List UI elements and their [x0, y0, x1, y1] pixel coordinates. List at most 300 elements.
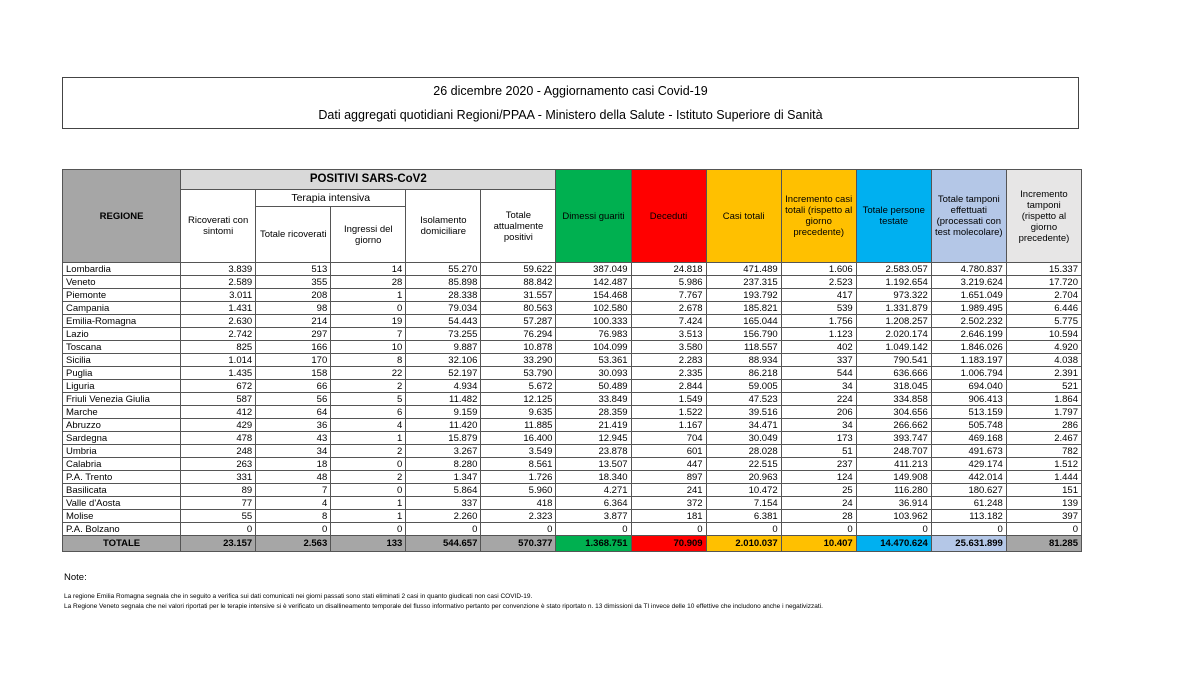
totale-tamponi-cell: 505.748 [931, 419, 1006, 432]
totale-tamponi-cell: 442.014 [931, 471, 1006, 484]
incremento-casi-cell: 0 [781, 523, 856, 536]
ricoverati-cell: 672 [181, 380, 256, 393]
dimessi-cell: 387.049 [556, 263, 631, 276]
table-row [63, 445, 1082, 458]
totale-positivi-cell: 1.726 [481, 471, 556, 484]
table-row [63, 484, 1082, 497]
totale-persone-cell: 304.656 [856, 406, 931, 419]
casi-totali-cell: 471.489 [706, 263, 781, 276]
ingressi-cell: 14 [331, 263, 406, 276]
total-casi-totali-cell: 2.010.037 [706, 536, 781, 552]
totale-persone-cell: 1.049.142 [856, 341, 931, 354]
totale-persone-cell: 790.541 [856, 354, 931, 367]
table-row [63, 263, 1082, 276]
region-cell: Piemonte [63, 289, 181, 302]
region-cell: Molise [63, 510, 181, 523]
total-ricoverati-cell: 23.157 [181, 536, 256, 552]
totale-positivi-cell: 80.563 [481, 302, 556, 315]
incremento-tamponi-cell: 1.512 [1006, 458, 1081, 471]
dimessi-cell: 76.983 [556, 328, 631, 341]
dimessi-cell: 23.878 [556, 445, 631, 458]
totale-positivi-cell: 33.290 [481, 354, 556, 367]
totale-tamponi-cell: 180.627 [931, 484, 1006, 497]
isolamento-cell: 32.106 [406, 354, 481, 367]
ricoverati-cell: 412 [181, 406, 256, 419]
totale-ricoverati-cell: 34 [256, 445, 331, 458]
ingressi-header: Ingressi del giorno [331, 207, 406, 263]
table-row [63, 276, 1082, 289]
totale-tamponi-cell: 1.846.026 [931, 341, 1006, 354]
ingressi-cell: 10 [331, 341, 406, 354]
incremento-casi-cell: 24 [781, 497, 856, 510]
region-cell: Puglia [63, 367, 181, 380]
ingressi-cell: 2 [331, 380, 406, 393]
deceduti-cell: 601 [631, 445, 706, 458]
region-cell: P.A. Bolzano [63, 523, 181, 536]
note-line: La regione Emilia Romagna segnala che in seguito a verifica sui dati comunicati nei giorni passati sono stati eliminati 2 casi in quanto giudicati non casi COVID-19. [64, 593, 533, 600]
totale-positivi-cell: 418 [481, 497, 556, 510]
deceduti-cell: 704 [631, 432, 706, 445]
incremento-tamponi-cell: 286 [1006, 419, 1081, 432]
incremento-casi-cell: 124 [781, 471, 856, 484]
dimessi-cell: 3.877 [556, 510, 631, 523]
incremento-casi-cell: 1.756 [781, 315, 856, 328]
title-box [62, 77, 1079, 129]
deceduti-cell: 241 [631, 484, 706, 497]
totale-tamponi-header: Totale tamponi effettuati (processati con test molecolare) [931, 170, 1006, 263]
region-cell: Lombardia [63, 263, 181, 276]
incremento-tamponi-cell: 1.797 [1006, 406, 1081, 419]
ingressi-cell: 4 [331, 419, 406, 432]
totale-persone-cell: 2.583.057 [856, 263, 931, 276]
totale-persone-cell: 103.962 [856, 510, 931, 523]
totale-positivi-cell: 59.622 [481, 263, 556, 276]
deceduti-cell: 2.678 [631, 302, 706, 315]
totale-tamponi-cell: 469.168 [931, 432, 1006, 445]
region-column-header: REGIONE [63, 170, 181, 263]
casi-totali-cell: 20.963 [706, 471, 781, 484]
ingressi-cell: 2 [331, 471, 406, 484]
totale-positivi-cell: 53.790 [481, 367, 556, 380]
table-row [63, 367, 1082, 380]
incremento-tamponi-cell: 2.704 [1006, 289, 1081, 302]
isolamento-cell: 9.887 [406, 341, 481, 354]
casi-totali-cell: 6.381 [706, 510, 781, 523]
region-cell: Marche [63, 406, 181, 419]
deceduti-cell: 372 [631, 497, 706, 510]
region-cell: Basilicata [63, 484, 181, 497]
casi-totali-cell: 165.044 [706, 315, 781, 328]
totale-persone-cell: 318.045 [856, 380, 931, 393]
totale-persone-cell: 1.208.257 [856, 315, 931, 328]
totale-ricoverati-cell: 66 [256, 380, 331, 393]
dimessi-cell: 21.419 [556, 419, 631, 432]
totale-persone-cell: 0 [856, 523, 931, 536]
dimessi-cell: 100.333 [556, 315, 631, 328]
ingressi-cell: 0 [331, 484, 406, 497]
incremento-tamponi-cell: 151 [1006, 484, 1081, 497]
incremento-casi-cell: 237 [781, 458, 856, 471]
ingressi-cell: 6 [331, 406, 406, 419]
ricoverati-cell: 89 [181, 484, 256, 497]
total-deceduti-cell: 70.909 [631, 536, 706, 552]
total-incremento-tamponi-cell: 81.285 [1006, 536, 1081, 552]
totale-persone-cell: 334.858 [856, 393, 931, 406]
ricoverati-cell: 1.431 [181, 302, 256, 315]
totale-persone-cell: 973.322 [856, 289, 931, 302]
table-row [63, 354, 1082, 367]
incremento-tamponi-cell: 2.467 [1006, 432, 1081, 445]
totale-tamponi-cell: 513.159 [931, 406, 1006, 419]
totale-persone-cell: 2.020.174 [856, 328, 931, 341]
covid-data-table [62, 169, 1082, 552]
incremento-tamponi-cell: 4.920 [1006, 341, 1081, 354]
incremento-tamponi-cell: 397 [1006, 510, 1081, 523]
total-ingressi-cell: 133 [331, 536, 406, 552]
deceduti-cell: 3.580 [631, 341, 706, 354]
ingressi-cell: 0 [331, 302, 406, 315]
positivi-group-header: POSITIVI SARS-CoV2 [181, 170, 556, 190]
incremento-casi-cell: 417 [781, 289, 856, 302]
totale-tamponi-cell: 4.780.837 [931, 263, 1006, 276]
totale-ricoverati-cell: 8 [256, 510, 331, 523]
isolamento-cell: 1.347 [406, 471, 481, 484]
casi-totali-cell: 156.790 [706, 328, 781, 341]
table-row [63, 432, 1082, 445]
incremento-casi-cell: 25 [781, 484, 856, 497]
region-cell: Sicilia [63, 354, 181, 367]
table-row [63, 497, 1082, 510]
ingressi-cell: 22 [331, 367, 406, 380]
totale-ricoverati-cell: 355 [256, 276, 331, 289]
totale-positivi-cell: 12.125 [481, 393, 556, 406]
isolamento-cell: 9.159 [406, 406, 481, 419]
casi-totali-cell: 193.792 [706, 289, 781, 302]
casi-totali-cell: 59.005 [706, 380, 781, 393]
incremento-casi-cell: 173 [781, 432, 856, 445]
deceduti-cell: 2.844 [631, 380, 706, 393]
totale-ricoverati-cell: 98 [256, 302, 331, 315]
incremento-tamponi-cell: 15.337 [1006, 263, 1081, 276]
totale-positivi-cell: 0 [481, 523, 556, 536]
totale-ricoverati-cell: 43 [256, 432, 331, 445]
incremento-casi-cell: 2.523 [781, 276, 856, 289]
totale-ricoverati-cell: 170 [256, 354, 331, 367]
region-cell: Emilia-Romagna [63, 315, 181, 328]
notes-label: Note: [64, 572, 87, 583]
totale-positivi-cell: 16.400 [481, 432, 556, 445]
totale-persone-cell: 116.280 [856, 484, 931, 497]
isolamento-cell: 2.260 [406, 510, 481, 523]
dimessi-cell: 102.580 [556, 302, 631, 315]
incremento-casi-cell: 206 [781, 406, 856, 419]
totale-positivi-cell: 11.885 [481, 419, 556, 432]
totale-tamponi-cell: 1.989.495 [931, 302, 1006, 315]
ricoverati-cell: 1.014 [181, 354, 256, 367]
incremento-tamponi-header: Incremento tamponi (rispetto al giorno precedente) [1006, 170, 1081, 263]
total-totale-tamponi-cell: 25.631.899 [931, 536, 1006, 552]
table-row [63, 523, 1082, 536]
deceduti-cell: 1.522 [631, 406, 706, 419]
dimessi-cell: 0 [556, 523, 631, 536]
totale-tamponi-cell: 2.646.199 [931, 328, 1006, 341]
totale-positivi-header: Totale attualmente positivi [481, 190, 556, 263]
totale-tamponi-cell: 113.182 [931, 510, 1006, 523]
casi-totali-cell: 185.821 [706, 302, 781, 315]
isolamento-cell: 8.280 [406, 458, 481, 471]
dimessi-cell: 13.507 [556, 458, 631, 471]
totale-tamponi-cell: 1.006.794 [931, 367, 1006, 380]
total-totale-persone-cell: 14.470.624 [856, 536, 931, 552]
totale-ricoverati-cell: 56 [256, 393, 331, 406]
table-row [63, 393, 1082, 406]
deceduti-header: Deceduti [631, 170, 706, 263]
incremento-tamponi-cell: 5.775 [1006, 315, 1081, 328]
totale-persone-cell: 1.331.879 [856, 302, 931, 315]
totale-ricoverati-cell: 4 [256, 497, 331, 510]
table-row [63, 380, 1082, 393]
ricoverati-cell: 3.011 [181, 289, 256, 302]
totale-ricoverati-cell: 36 [256, 419, 331, 432]
ricoverati-cell: 248 [181, 445, 256, 458]
totale-persone-cell: 636.666 [856, 367, 931, 380]
deceduti-cell: 1.549 [631, 393, 706, 406]
totale-tamponi-cell: 906.413 [931, 393, 1006, 406]
isolamento-cell: 4.934 [406, 380, 481, 393]
isolamento-cell: 73.255 [406, 328, 481, 341]
region-cell: Lazio [63, 328, 181, 341]
casi-totali-cell: 30.049 [706, 432, 781, 445]
terapia-group-header: Terapia intensiva [256, 190, 406, 207]
ricoverati-cell: 429 [181, 419, 256, 432]
totale-persone-cell: 149.908 [856, 471, 931, 484]
totale-tamponi-cell: 429.174 [931, 458, 1006, 471]
dimessi-header: Dimessi guariti [556, 170, 631, 263]
casi-totali-cell: 86.218 [706, 367, 781, 380]
totale-ricoverati-header: Totale ricoverati [256, 207, 331, 263]
table-row [63, 471, 1082, 484]
ricoverati-cell: 55 [181, 510, 256, 523]
deceduti-cell: 181 [631, 510, 706, 523]
isolamento-cell: 337 [406, 497, 481, 510]
isolamento-cell: 54.443 [406, 315, 481, 328]
deceduti-cell: 0 [631, 523, 706, 536]
totale-ricoverati-cell: 7 [256, 484, 331, 497]
incremento-casi-cell: 34 [781, 380, 856, 393]
totale-ricoverati-cell: 18 [256, 458, 331, 471]
totale-persone-cell: 266.662 [856, 419, 931, 432]
casi-totali-cell: 10.472 [706, 484, 781, 497]
totale-ricoverati-cell: 166 [256, 341, 331, 354]
casi-totali-cell: 237.315 [706, 276, 781, 289]
dimessi-cell: 53.361 [556, 354, 631, 367]
table-row [63, 341, 1082, 354]
region-cell: Valle d'Aosta [63, 497, 181, 510]
totale-ricoverati-cell: 64 [256, 406, 331, 419]
casi-totali-cell: 34.471 [706, 419, 781, 432]
ingressi-cell: 1 [331, 497, 406, 510]
deceduti-cell: 1.167 [631, 419, 706, 432]
ingressi-cell: 5 [331, 393, 406, 406]
incremento-casi-header: Incremento casi totali (rispetto al giorno precedente) [781, 170, 856, 263]
table-body [63, 263, 1082, 552]
ricoverati-cell: 77 [181, 497, 256, 510]
casi-totali-cell: 22.515 [706, 458, 781, 471]
region-cell: Abruzzo [63, 419, 181, 432]
casi-totali-cell: 47.523 [706, 393, 781, 406]
casi-totali-cell: 88.934 [706, 354, 781, 367]
totale-positivi-cell: 5.672 [481, 380, 556, 393]
dimessi-cell: 50.489 [556, 380, 631, 393]
table-row [63, 302, 1082, 315]
incremento-casi-cell: 539 [781, 302, 856, 315]
ricoverati-cell: 0 [181, 523, 256, 536]
region-cell: Friuli Venezia Giulia [63, 393, 181, 406]
incremento-casi-cell: 1.123 [781, 328, 856, 341]
totale-tamponi-cell: 2.502.232 [931, 315, 1006, 328]
deceduti-cell: 897 [631, 471, 706, 484]
totale-tamponi-cell: 694.040 [931, 380, 1006, 393]
ricoverati-cell: 587 [181, 393, 256, 406]
dimessi-cell: 142.487 [556, 276, 631, 289]
totale-positivi-cell: 2.323 [481, 510, 556, 523]
totale-ricoverati-cell: 214 [256, 315, 331, 328]
dimessi-cell: 154.468 [556, 289, 631, 302]
deceduti-cell: 24.818 [631, 263, 706, 276]
totale-positivi-cell: 3.549 [481, 445, 556, 458]
totale-tamponi-cell: 61.248 [931, 497, 1006, 510]
total-totale-ricoverati-cell: 2.563 [256, 536, 331, 552]
totale-positivi-cell: 8.561 [481, 458, 556, 471]
isolamento-header: Isolamento domiciliare [406, 190, 481, 263]
incremento-casi-cell: 337 [781, 354, 856, 367]
casi-totali-cell: 0 [706, 523, 781, 536]
totale-persone-cell: 393.747 [856, 432, 931, 445]
isolamento-cell: 0 [406, 523, 481, 536]
isolamento-cell: 15.879 [406, 432, 481, 445]
dimessi-cell: 104.099 [556, 341, 631, 354]
table-row [63, 289, 1082, 302]
region-cell: Toscana [63, 341, 181, 354]
total-totale-positivi-cell: 570.377 [481, 536, 556, 552]
region-cell: Sardegna [63, 432, 181, 445]
region-cell: Calabria [63, 458, 181, 471]
totale-ricoverati-cell: 208 [256, 289, 331, 302]
incremento-casi-cell: 34 [781, 419, 856, 432]
totale-positivi-cell: 10.878 [481, 341, 556, 354]
ricoverati-cell: 478 [181, 432, 256, 445]
deceduti-cell: 447 [631, 458, 706, 471]
casi-totali-cell: 39.516 [706, 406, 781, 419]
region-cell: Liguria [63, 380, 181, 393]
totale-ricoverati-cell: 158 [256, 367, 331, 380]
isolamento-cell: 79.034 [406, 302, 481, 315]
deceduti-cell: 2.335 [631, 367, 706, 380]
totale-tamponi-cell: 0 [931, 523, 1006, 536]
totale-persone-header: Totale persone testate [856, 170, 931, 263]
isolamento-cell: 11.482 [406, 393, 481, 406]
total-label: TOTALE [63, 536, 181, 552]
region-cell: Veneto [63, 276, 181, 289]
deceduti-cell: 3.513 [631, 328, 706, 341]
isolamento-cell: 5.864 [406, 484, 481, 497]
casi-totali-cell: 28.028 [706, 445, 781, 458]
ricoverati-cell: 1.435 [181, 367, 256, 380]
region-cell: Campania [63, 302, 181, 315]
dimessi-cell: 33.849 [556, 393, 631, 406]
ingressi-cell: 1 [331, 432, 406, 445]
total-isolamento-cell: 544.657 [406, 536, 481, 552]
totale-positivi-cell: 5.960 [481, 484, 556, 497]
ricoverati-cell: 263 [181, 458, 256, 471]
totale-tamponi-cell: 491.673 [931, 445, 1006, 458]
deceduti-cell: 2.283 [631, 354, 706, 367]
region-cell: P.A. Trento [63, 471, 181, 484]
dimessi-cell: 6.364 [556, 497, 631, 510]
table-row [63, 419, 1082, 432]
totale-persone-cell: 36.914 [856, 497, 931, 510]
isolamento-cell: 28.338 [406, 289, 481, 302]
totale-tamponi-cell: 3.219.624 [931, 276, 1006, 289]
ricoverati-cell: 825 [181, 341, 256, 354]
incremento-tamponi-cell: 10.594 [1006, 328, 1081, 341]
ingressi-cell: 2 [331, 445, 406, 458]
deceduti-cell: 7.424 [631, 315, 706, 328]
deceduti-cell: 7.767 [631, 289, 706, 302]
totale-positivi-cell: 31.557 [481, 289, 556, 302]
isolamento-cell: 52.197 [406, 367, 481, 380]
casi-totali-cell: 7.154 [706, 497, 781, 510]
total-incremento-casi-cell: 10.407 [781, 536, 856, 552]
incremento-casi-cell: 1.606 [781, 263, 856, 276]
ingressi-cell: 8 [331, 354, 406, 367]
totale-persone-cell: 248.707 [856, 445, 931, 458]
isolamento-cell: 85.898 [406, 276, 481, 289]
ricoverati-cell: 2.742 [181, 328, 256, 341]
incremento-casi-cell: 224 [781, 393, 856, 406]
table-row [63, 510, 1082, 523]
dimessi-cell: 28.359 [556, 406, 631, 419]
table-row [63, 328, 1082, 341]
ingressi-cell: 0 [331, 523, 406, 536]
totale-tamponi-cell: 1.651.049 [931, 289, 1006, 302]
totale-positivi-cell: 76.294 [481, 328, 556, 341]
ingressi-cell: 1 [331, 510, 406, 523]
totale-ricoverati-cell: 0 [256, 523, 331, 536]
isolamento-cell: 11.420 [406, 419, 481, 432]
page-subtitle: Dati aggregati quotidiani Regioni/PPAA - Ministero della Salute - Istituto Superiore di Sanità [318, 108, 823, 122]
ricoverati-header: Ricoverati con sintomi [181, 190, 256, 263]
incremento-tamponi-cell: 17.720 [1006, 276, 1081, 289]
total-dimessi-cell: 1.368.751 [556, 536, 631, 552]
incremento-casi-cell: 51 [781, 445, 856, 458]
incremento-tamponi-cell: 521 [1006, 380, 1081, 393]
ingressi-cell: 7 [331, 328, 406, 341]
isolamento-cell: 3.267 [406, 445, 481, 458]
incremento-tamponi-cell: 1.864 [1006, 393, 1081, 406]
totale-positivi-cell: 88.842 [481, 276, 556, 289]
dimessi-cell: 4.271 [556, 484, 631, 497]
totale-tamponi-cell: 1.183.197 [931, 354, 1006, 367]
incremento-tamponi-cell: 4.038 [1006, 354, 1081, 367]
incremento-tamponi-cell: 6.446 [1006, 302, 1081, 315]
incremento-casi-cell: 28 [781, 510, 856, 523]
incremento-tamponi-cell: 2.391 [1006, 367, 1081, 380]
totale-persone-cell: 411.213 [856, 458, 931, 471]
totale-ricoverati-cell: 513 [256, 263, 331, 276]
ingressi-cell: 28 [331, 276, 406, 289]
casi-totali-header: Casi totali [706, 170, 781, 263]
